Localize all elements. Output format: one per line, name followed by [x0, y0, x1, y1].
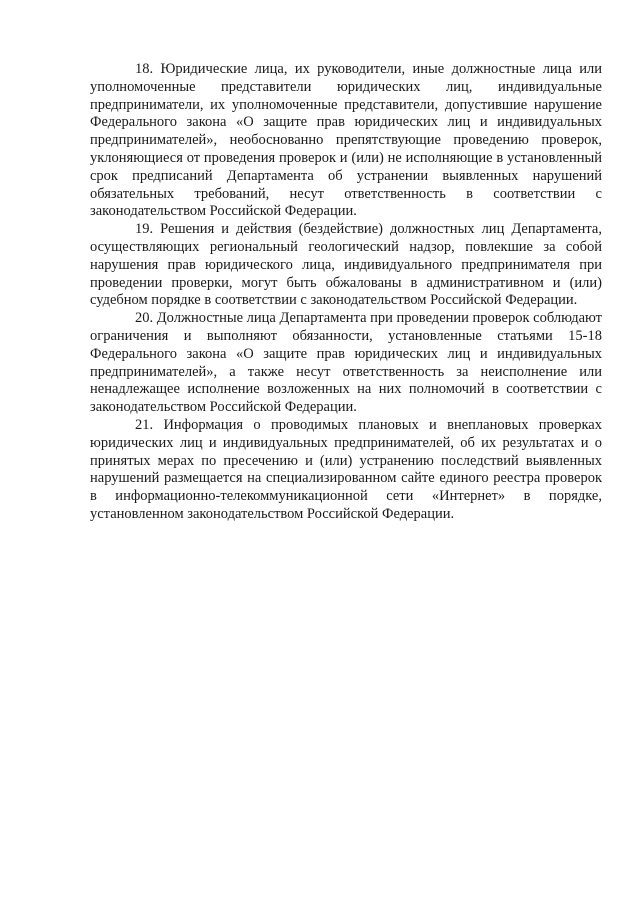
paragraph-20: 20. Должностные лица Департамента при проведении проверок соблюдают ограничения и выполняют обязанности, установленные статьями 15-18 Федерального закона «О защите прав юридических лиц и индивидуальных предпринимателей», а также несут ответственность за неисполнение или ненадлежащее исполнение возложенных на них полномочий в соответствии с законодательством Российской Федерации.	[90, 310, 602, 416]
document-body	[90, 61, 602, 524]
paragraph-21: 21. Информация о проводимых плановых и внеплановых проверках юридических лиц и индивидуальных предпринимателей, об их результатах и о принятых мерах по пресечению и (или) устранению последствий выявленных нарушений размещается на специализированном сайте единого реестра проверок в информационно-телекоммуникационной сети «Интернет» в порядке, установленном законодательством Российской Федерации.	[90, 416, 602, 522]
paragraph-19: 19. Решения и действия (бездействие) должностных лиц Департамента, осуществляющих региональный геологический надзор, повлекшие за собой нарушения прав юридического лица, индивидуального предпринимателя при проведении проверки, могут быть обжалованы в административном и (или) судебном порядке в соответствии с законодательством Российской Федерации.	[90, 221, 602, 309]
paragraph-18: 18. Юридические лица, их руководители, иные должностные лица или уполномоченные представители юридических лиц, индивидуальные предприниматели, их уполномоченные представители, допустившие нарушение Федерального закона «О защите прав юридических лиц и индивидуальных предпринимателей», необоснованно препятствующие проведению проверок, уклоняющиеся от проведения проверок и (или) не исполняющие в установленный срок предписаний Департамента об устранении выявленных нарушений обязательных требований, несут ответственность в соответствии с законодательством Российской Федерации.	[90, 61, 602, 220]
